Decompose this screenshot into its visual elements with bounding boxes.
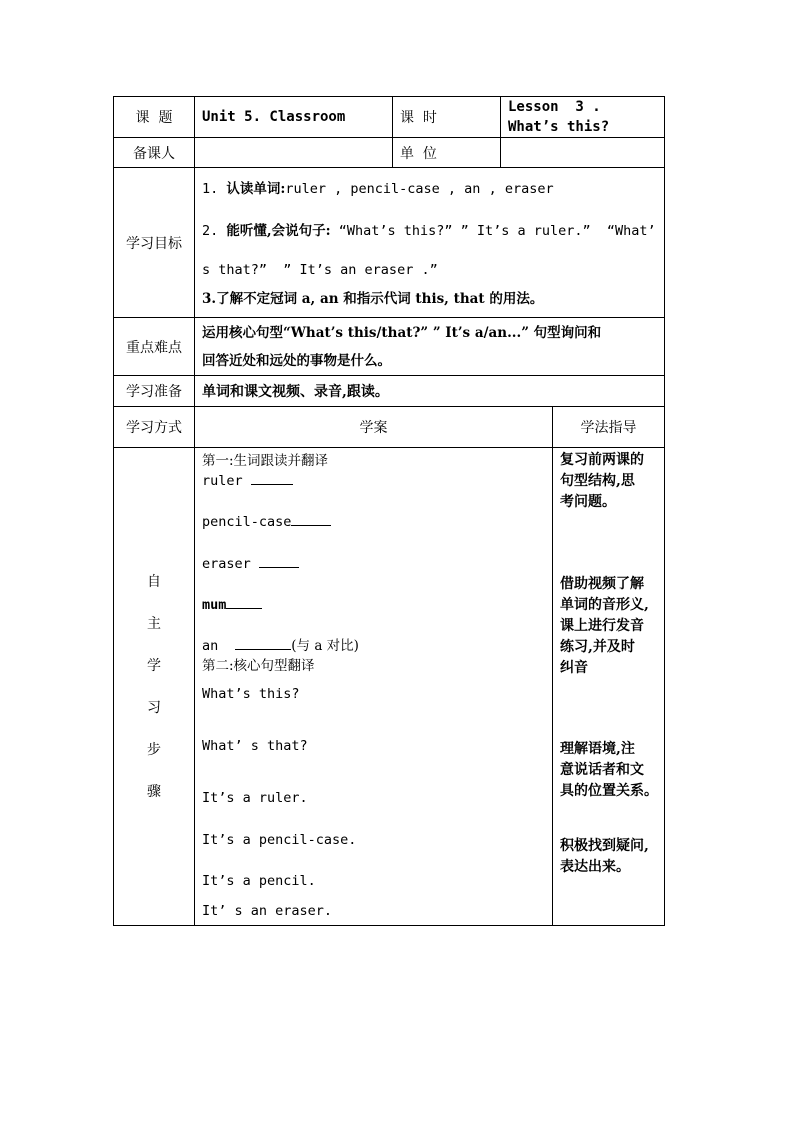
goals-row [114,168,665,318]
method-header-row [114,407,665,448]
part-1-title: 第一:生词跟读并翻译 [202,453,329,469]
steps-vertical-label [114,448,195,926]
vertical-char-5: 步 [147,741,161,758]
sentence-5: It’s a pencil. [202,873,316,889]
word-eraser [202,554,552,595]
word-mum-text: mum [202,597,227,613]
guide-4 [560,836,664,878]
period-label: 课 时 [393,97,501,138]
guide-2-line-3: 课上进行发音 [560,618,644,634]
word-an-text: an [202,638,219,654]
guide-3-line-2: 意说话者和文 [560,762,644,778]
guide-1 [560,448,664,574]
sentence-2: What’ s that? [202,738,308,754]
preparation-row [114,376,665,407]
vertical-char-1: 自 [147,573,161,590]
method-label: 学习方式 [114,407,195,448]
blank-an [235,638,291,650]
guide-3 [560,739,664,836]
preparer-value [195,138,393,168]
goal-1-prefix: 1. [202,181,227,197]
goals-content [195,168,665,318]
guide-1-line-2: 句型结构,思 [560,473,635,489]
vertical-char-2: 主 [147,615,161,632]
preparation-text: 单词和课文视频、录音,跟读。 [195,376,665,407]
header-row-preparer [114,138,665,168]
key-points-label: 重点难点 [114,318,195,376]
goal-3: 3.了解不定冠词 a, an 和指示代词 this, that 的用法。 [202,291,544,307]
goal-2-continued: s that?” ” It’s an eraser .” [202,262,438,278]
word-pencil-case-text: pencil-case [202,514,292,530]
vertical-char-4: 习 [147,699,161,716]
guide-header: 学法指导 [553,407,665,448]
unit-value [501,138,665,168]
sentence-6: It’ s an eraser. [202,903,333,919]
guide-2-line-2: 单词的音形义, [560,597,649,613]
key-points-content [195,318,665,376]
goal-1 [202,168,664,210]
unit-label: 单 位 [393,138,501,168]
goal-2-prefix: 2. [202,223,227,239]
lesson-line-1: Lesson 3 . [508,99,601,115]
lesson-plan-table [113,96,665,926]
blank-mum [226,597,262,609]
lesson-line-2: What’s this? [508,119,610,135]
topic-label: 课 题 [114,97,195,138]
guide-2-line-1: 借助视频了解 [560,576,644,592]
guide-2-line-5: 纠音 [560,660,588,676]
topic-value: Unit 5. Classroom [195,97,393,138]
header-row-topic [114,97,665,138]
goal-1-words: ruler , pencil-case , an , eraser [285,181,554,197]
sentence-4: It’s a pencil-case. [202,832,357,848]
guide-3-line-3: 具的位置关系。 [560,783,658,799]
guidance-content [553,448,665,926]
vertical-char-6: 骤 [147,783,161,800]
sentence-3: It’s a ruler. [202,790,308,806]
steps-row [114,448,665,926]
key-points-line-2: 回答近处和远处的事物是什么。 [202,352,391,369]
word-ruler-text: ruler [202,473,243,489]
goal-2-sentences: “What’s this?” ” It’s a ruler.” “What’ [330,223,656,239]
goals-label: 学习目标 [114,168,195,318]
blank-ruler [251,473,293,485]
guide-4-line-2: 表达出来。 [560,859,630,875]
plan-header: 学案 [195,407,553,448]
guide-1-line-3: 考问题。 [560,494,616,510]
word-pencil-case [202,512,552,554]
word-ruler [202,471,552,512]
guide-1-line-1: 复习前两课的 [560,452,644,468]
guide-2-line-4: 练习,并及时 [560,639,635,655]
lesson-title [501,97,665,138]
key-points-row [114,318,665,376]
vertical-char-3: 学 [147,657,161,674]
goal-2-bold: 能听懂,会说句子: [226,223,331,239]
preparation-label: 学习准备 [114,376,195,407]
blank-pencil-case [291,514,331,526]
sentence-1: What’s this? [202,686,300,702]
guide-4-line-1: 积极找到疑问, [560,838,649,854]
part-2-title: 第二:核心句型翻译 [202,658,315,674]
key-points-line-1: 运用核心句型“What’s this/that?” ” It’s a/an...” 句型询问和 [202,324,602,341]
an-note: (与 a 对比) [291,638,359,654]
guide-3-line-1: 理解语境,注 [560,741,635,757]
guide-2 [560,574,664,739]
word-mum [202,595,552,636]
preparer-label: 备课人 [114,138,195,168]
goal-2 [202,210,664,252]
blank-eraser [259,556,299,568]
word-an [202,636,552,656]
goal-1-bold: 认读单词: [226,181,286,197]
plan-content [195,448,553,926]
word-eraser-text: eraser [202,556,251,572]
